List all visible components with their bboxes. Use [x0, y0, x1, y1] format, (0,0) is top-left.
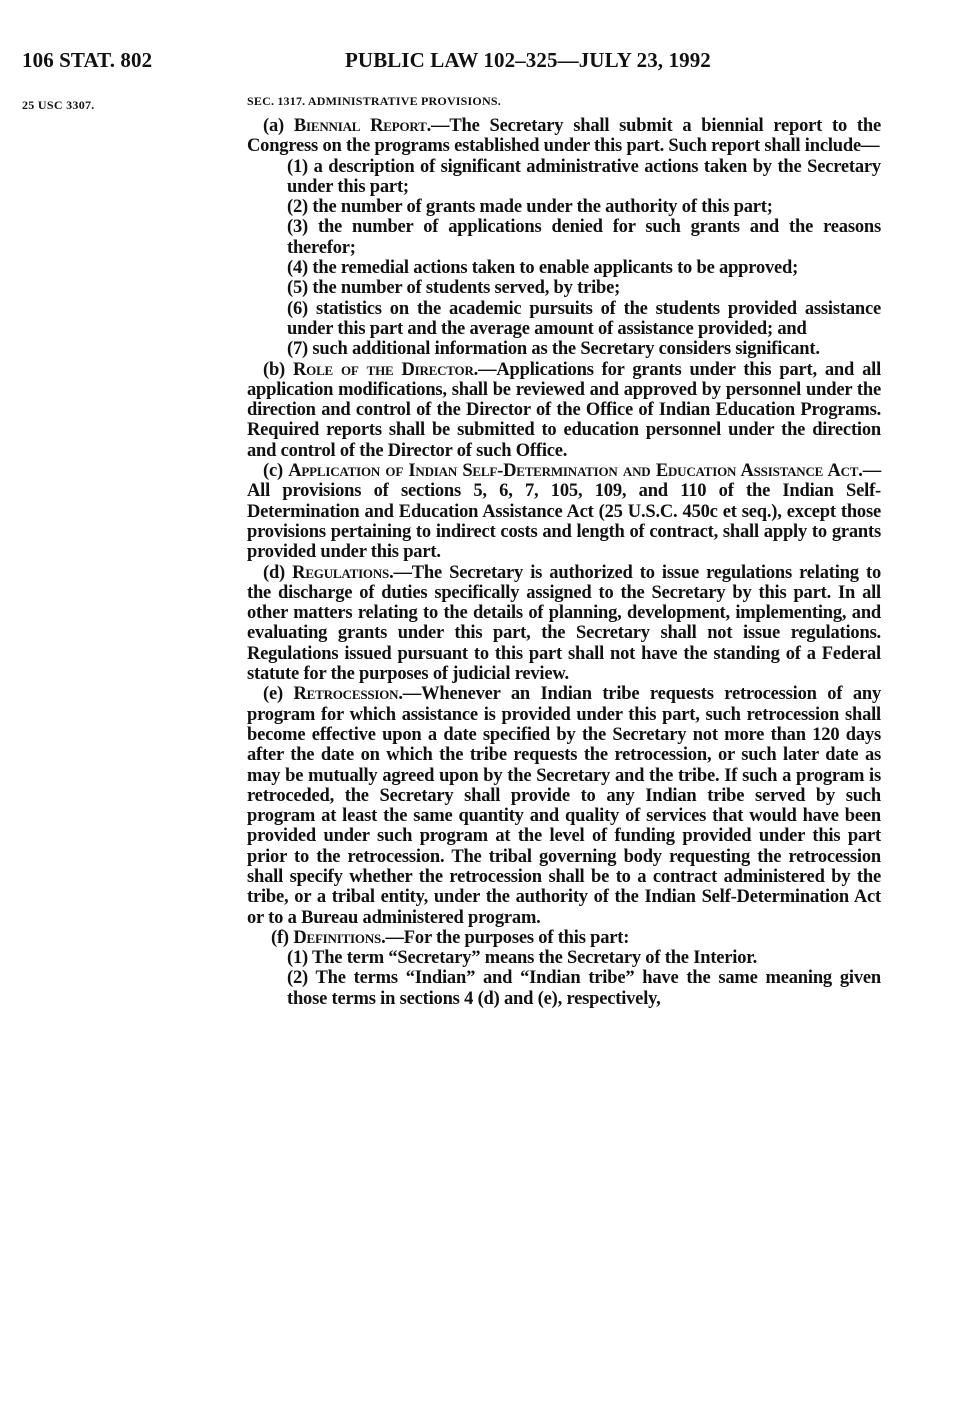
- subsection-c-title: Application of Indian Self-Determination and Education Assistance Act: [288, 461, 859, 482]
- list-item: (3) the number of applications denied for such grants and the reasons therefor;: [287, 217, 881, 258]
- definition-item: (1) The term “Secretary” means the Secretary of the Interior.: [287, 948, 758, 969]
- subsection-e: (e) Retrocession.—Whenever an Indian tribe requests retrocession of any program for which assistance is provided under this part, such retrocession shall become effective upon a date specified by the Secretary not more than 120 days after the date on which the tribe requests the retrocession, or such later date as may be mutually agreed upon by the Secretary and the tribe. If such a program is retroceded, the Secretary shall provide to any Indian tribe served by such program at least the same quantity and quality of services that would have been provided under such program at the level of funding provided under this part prior to the retrocession. The tribal governing body requesting the retrocession shall specify whether the retrocession shall be to a contract administered by the tribe, or a tribal entity, under the authority of the Indian Self-Determination Act or to a Bureau administered program.: [247, 684, 882, 928]
- page-header: [22, 48, 782, 84]
- list-item: (7) such additional information as the Secretary considers significant.: [287, 339, 820, 360]
- list-item: (5) the number of students served, by tribe;: [287, 278, 621, 299]
- definition-item: (2) The terms “Indian” and “Indian tribe” have the same meaning given those terms in sections 4 (d) and (e), respectively,: [287, 968, 881, 1009]
- list-item: (6) statistics on the academic pursuits of the students provided assistance under this part and the average amount of assistance provided; and: [287, 298, 881, 339]
- subsection-c: (c) Application of Indian Self-Determination and Education Assistance Act.—All provisions of sections 5, 6, 7, 105, 109, and 110 of the Indian Self-Determination and Education Assistance Act (25 U.S.C. 450c et seq.), except those provisions pertaining to indirect costs and length of contract, shall apply to grants provided under this part.: [247, 461, 881, 563]
- subsection-b-title: Role of the Director: [293, 359, 474, 380]
- subsection-a-title: Biennial Report: [293, 116, 427, 136]
- list-item: (1) a description of significant administrative actions taken by the Secretary under this part;: [287, 156, 881, 197]
- statute-page-number: 106 STAT. 802: [22, 48, 153, 72]
- list-item: (4) the remedial actions taken to enable applicants to be approved;: [287, 258, 799, 279]
- subsection-f: (f) Definitions.—For the purposes of this part:: [271, 927, 630, 948]
- subsection-f-title: Definitions: [293, 927, 382, 948]
- subsection-a: (a) Biennial Report.—The Secretary shall submit a biennial report to the Congress on the programs established under this part. Such report shall include—: [247, 116, 881, 157]
- section-heading: SEC. 1317. ADMINISTRATIVE PROVISIONS.: [247, 94, 501, 108]
- subsection-e-title: Retrocession: [293, 684, 399, 705]
- section-body: [247, 92, 881, 1009]
- subsection-b: (b) Role of the Director.—Applications for grants under this part, and all application modifications, shall be reviewed and approved by personnel under the direction and control of the Director of the Office of Indian Education Programs. Required reports shall be submitted to education personnel under the direction and control of the Director of such Office.: [247, 359, 882, 461]
- margin-citation: 25 USC 3307.: [22, 98, 95, 112]
- subsection-d: (d) Regulations.—The Secretary is authorized to issue regulations relating to the discharge of duties specifically assigned to the Secretary by this part. In all other matters relating to the details of planning, development, implementing, and evaluating grants under this part, the Secretary shall not issue regulations. Regulations issued pursuant to this part shall not have the standing of a Federal statute for the purposes of judicial review.: [247, 562, 882, 685]
- list-item: (2) the number of grants made under the authority of this part;: [287, 197, 773, 218]
- public-law-title: PUBLIC LAW 102–325—JULY 23, 1992: [345, 48, 711, 72]
- subsection-d-title: Regulations: [292, 562, 390, 583]
